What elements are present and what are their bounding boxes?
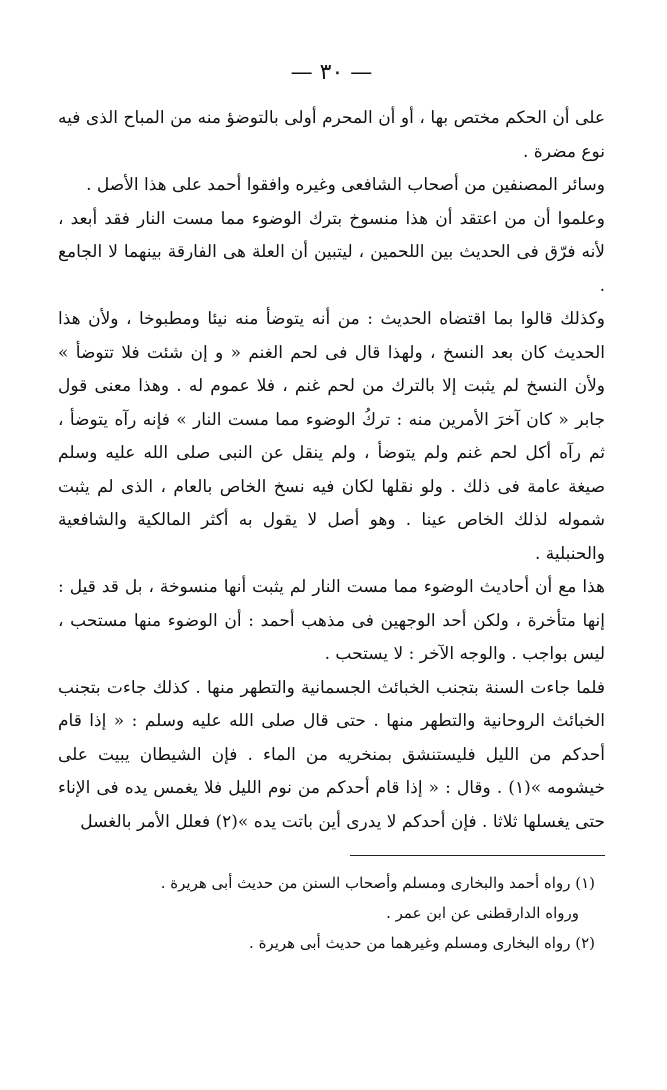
paragraph: وكذلك قالوا بما اقتضاه الحديث : من أنه يتوضأ منه نيئا ومطبوخا ، ولأن هذا الحديث كان بعد النسخ ، ولهذا قال فى لحم الغنم « و إن شئت فلا تتوضأ » ولأن النسخ لم يثبت إلا بالترك من لحم غنم ، فلا عموم له . وهذا معنى قول جابر « كان آخرَ الأمرين منه : تركُ الوضوء مما مست النار » فإنه رآه يتوضأ ، ثم رآه أكل لحم غنم ولم يتوضأ ، ولم ينقل عن النبى صلى الله عليه وسلم صيغة عامة فى ذلك . ولو نقلها لكان فيه نسخ الخاص بالعام ، الذى لم يثبت شموله لذلك الخاص عينا . وهو أصل لا يقول به أكثر المالكية والشافعية والحنبلية .: [58, 309, 605, 564]
paragraph: وسائر المصنفين من أصحاب الشافعى وغيره وافقوا أحمد على هذا الأصل .: [86, 175, 605, 195]
body-text: [58, 102, 605, 839]
footnotes: [58, 868, 605, 958]
footnote-continuation: ورواه الدارقطنى عن ابن عمر .: [386, 904, 579, 922]
footnote: (٢) رواه البخارى ومسلم وغيرهما من حديث أبى هريرة .: [249, 934, 595, 952]
page-number: — ٣٠ —: [290, 60, 373, 85]
paragraph: على أن الحكم مختص بها ، أو أن المحرم أولى بالتوضؤ منه من المباح الذى فيه نوع مضرة .: [58, 108, 605, 162]
paragraph: هذا مع أن أحاديث الوضوء مما مست النار لم يثبت أنها منسوخة ، بل قد قيل : إنها متأخرة ، ولكن أحد الوجهين فى مذهب أحمد : أن الوضوء منها مستحب ، ليس بواجب . والوجه الآخر : لا يستحب .: [58, 577, 605, 664]
paragraph: وعلموا أن من اعتقد أن هذا منسوخ بترك الوضوء مما مست النار فقد أبعد ، لأنه فرّق فى الحديث بين اللحمين ، ليتبين أن العلة هى الفارقة بينهما لا الجامع .: [58, 208, 605, 296]
footnote-divider: [350, 855, 605, 856]
footnote: (١) رواه أحمد والبخارى ومسلم وأصحاب السنن من حديث أبى هريرة .: [160, 874, 595, 892]
paragraph: فلما جاءت السنة بتجنب الخبائث الجسمانية والتطهر منها . كذلك جاءت بتجنب الخبائث الروحانية والتطهر منها . حتى قال صلى الله عليه وسلم : « إذا قام أحدكم من الليل فليستنشق بمنخريه من الماء . فإن الشيطان يبيت على خيشومه »(١) . وقال : « إذا قام أحدكم من نوم الليل فلا يغمس يده فى الإناء حتى يغسلها ثلاثا . فإن أحدكم لا يدرى أين باتت يده »(٢) فعلل الأمر بالغسل: [58, 677, 605, 832]
